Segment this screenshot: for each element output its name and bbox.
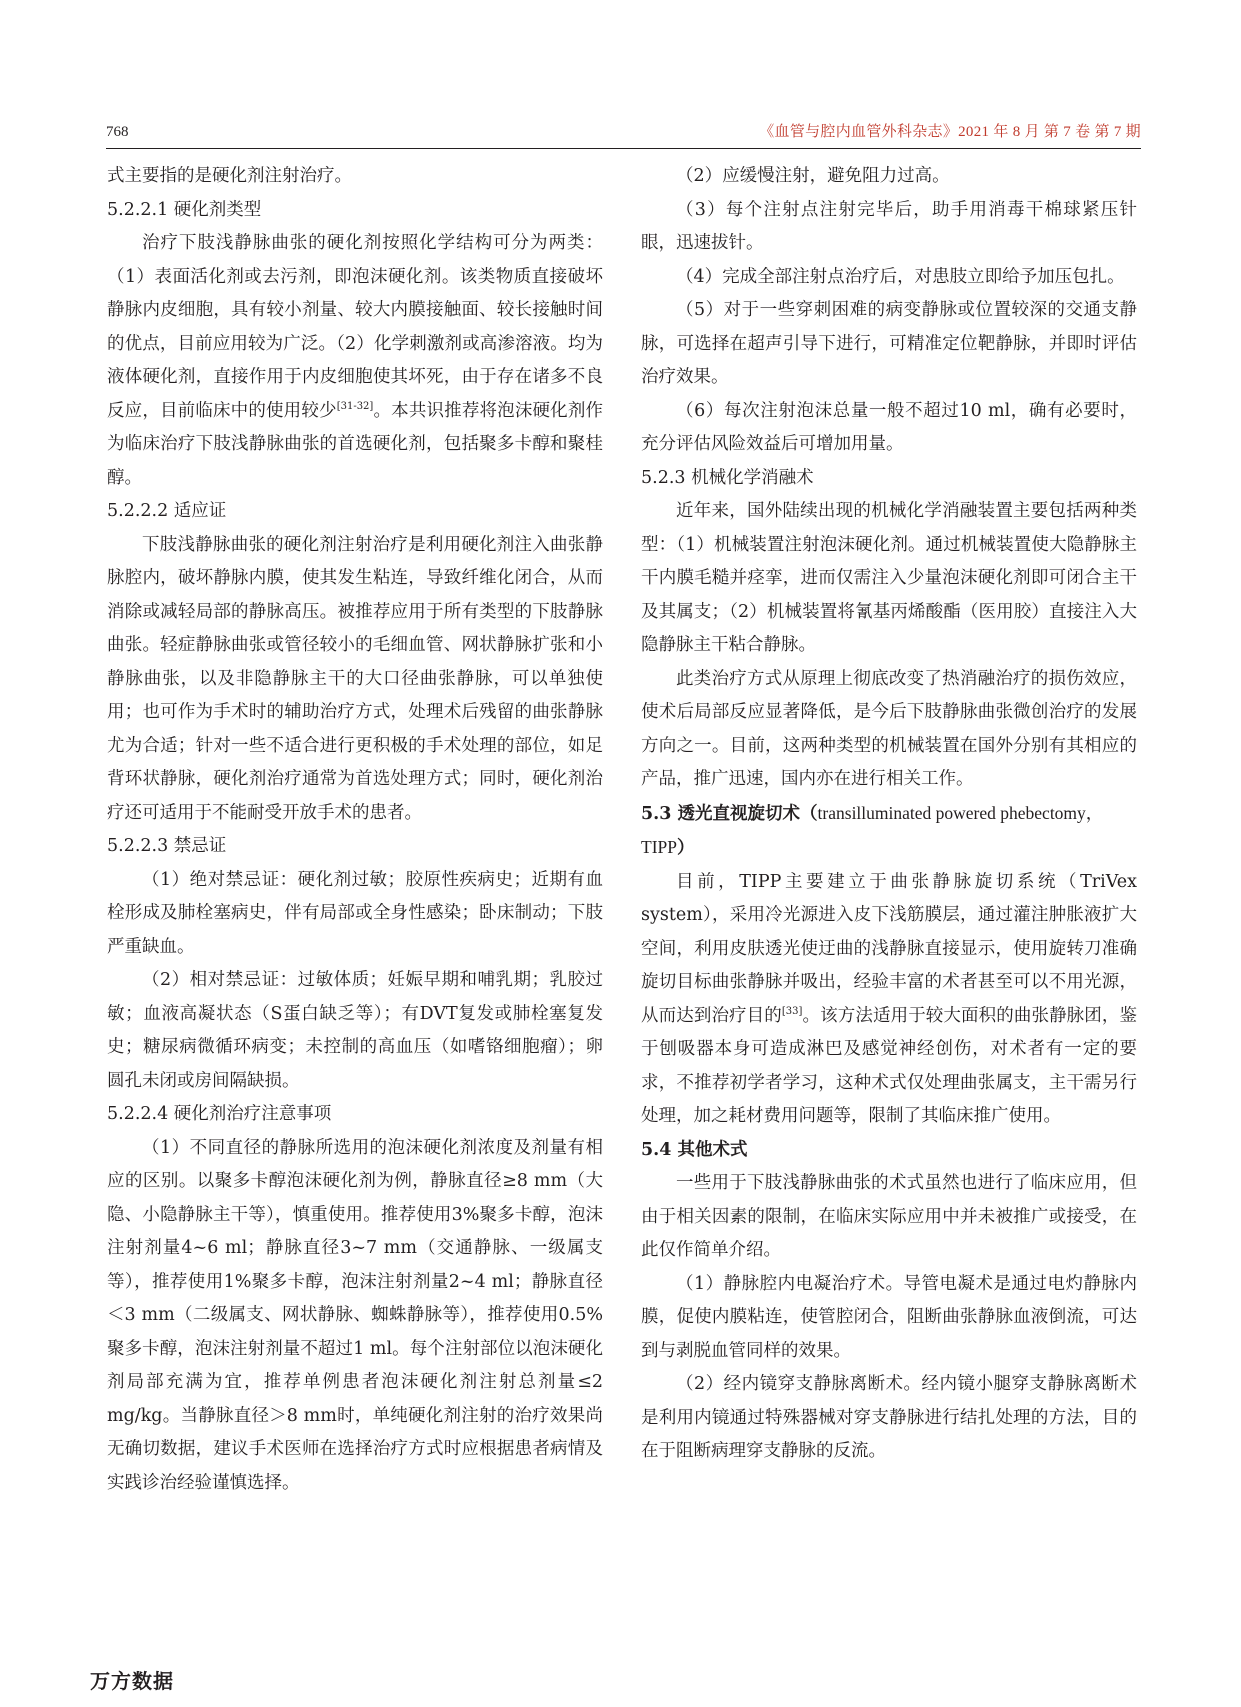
paragraph-endoscopic-perforator: （2）经内镜穿支静脉离断术。经内镜小腿穿支静脉离断术是利用内镜通过特殊器械对穿支静脉进行结扎处理的方法，目的在于阻断病理穿支静脉的反流。 (641, 1374, 1137, 1461)
running-head (106, 118, 1141, 148)
section-heading-english: transilluminated powered phebectomy，TIPP (641, 802, 1104, 857)
subsection-heading-indications: 5.2.2.2 适应证 (107, 501, 227, 521)
page-number: 768 (106, 124, 129, 140)
left-column (107, 160, 603, 1500)
subsection-heading-precautions: 5.2.2.4 硬化剂治疗注意事项 (107, 1104, 332, 1124)
paragraph-precaution-5: （5）对于一些穿刺困难的病变静脉或位置较深的交通支静脉，可选择在超声引导下进行，可精准定位靶静脉，并即时评估治疗效果。 (641, 300, 1137, 387)
subsection-heading-sclerosant-types: 5.2.2.1 硬化剂类型 (107, 199, 262, 220)
citation-ref[interactable]: [31-32] (336, 400, 374, 412)
section-heading-text: ） (676, 838, 695, 858)
paragraph-text: 目前，TIPP主要建立于曲张静脉旋切系统（TriVex system），采用冷光源进入皮下浅筋膜层，通过灌注肿胀液扩大空间，利用皮肤透光使迂曲的浅静脉直接显示，使用旋转刀准确旋切目标曲张静脉并吸出，经验丰富的术者甚至可以不用光源，从而达到治疗目的 (641, 871, 1137, 1026)
wanfang-watermark: 万方数据 (90, 1669, 174, 1693)
paragraph-absolute-contraindications: （1）绝对禁忌证：硬化剂过敏；胶原性疾病史；近期有血栓形成及肺栓塞病史，伴有局部或全身性感染；卧床制动；下肢严重缺血。 (107, 869, 603, 957)
subsection-heading-contraindications: 5.2.2.3 禁忌证 (107, 836, 227, 856)
paragraph-relative-contraindications: （2）相对禁忌证：过敏体质；妊娠早期和哺乳期；乳胶过敏；血液高凝状态（S蛋白缺乏等）；有DVT复发或肺栓塞复发史；糖尿病微循环病变；未控制的高血压（如嗜铬细胞瘤）；卵圆孔未闭或房间隔缺损。 (107, 970, 603, 1091)
paragraph-continuation: 式主要指的是硬化剂注射治疗。 (107, 166, 352, 186)
citation-ref[interactable]: [33] (781, 1005, 803, 1017)
paragraph-mechanochemical-outlook: 此类治疗方式从原理上彻底改变了热消融治疗的损伤效应，使术后局部反应显著降低，是今后下肢静脉曲张微创治疗的发展方向之一。目前，这两种类型的机械装置在国外分别有其相应的产品，推广迅速，国内亦在进行相关工作。 (641, 668, 1137, 789)
paragraph-precaution-2: （2）应缓慢注射，避免阻力过高。 (676, 166, 950, 186)
paragraph-precaution-3: （3）每个注射点注射完毕后，助手用消毒干棉球紧压针眼，迅速拔针。 (641, 199, 1137, 253)
paragraph-tipp (641, 866, 1137, 1134)
paragraph-electrocoagulation: （1）静脉腔内电凝治疗术。导管电凝术是通过电灼静脉内膜，促使内膜粘连，使管腔闭合，阻断曲张静脉血液倒流，可达到与剥脱血管同样的效果。 (641, 1273, 1137, 1361)
subsection-heading-mechanochemical: 5.2.3 机械化学消融术 (641, 467, 814, 488)
header-rule (106, 148, 1141, 149)
paragraph-mechanochemical-types: 近年来，国外陆续出现的机械化学消融装置主要包括两种类型：（1）机械装置注射泡沫硬化剂。通过机械装置使大隐静脉主干内膜毛糙并痉挛，进而仅需注入少量泡沫硬化剂即可闭合主干及其属支；（2）机械装置将氰基丙烯酸酯（医用胶）直接注入大隐静脉主干粘合静脉。 (641, 501, 1137, 655)
section-heading-other-techniques: 5.4 其他术式 (641, 1139, 748, 1160)
paragraph-other-techniques-intro: 一些用于下肢浅静脉曲张的术式虽然也进行了临床应用，但由于相关因素的限制，在临床实际应用中并未被推广或接受，在此仅作简单介绍。 (641, 1173, 1137, 1260)
section-heading-tipp (641, 797, 1137, 866)
journal-citation: 《血管与腔内血管外科杂志》2021 年 8 月 第 7 卷 第 7 期 (759, 124, 1141, 140)
paragraph-precaution-4: （4）完成全部注射点治疗后，对患肢立即给予加压包扎。 (676, 266, 1125, 287)
paragraph-text: 。该方法适用于较大面积的曲张静脉团，鉴于刨吸器本身可造成淋巴及感觉神经创伤，对术者有一定的要求，不推荐初学者学习，这种术式仅处理曲张属支，主干需另行处理，加之耗材费用问题等，限制了其临床推广使用。 (641, 1005, 1138, 1126)
paragraph-precaution-6: （6）每次注射泡沫总量一般不超过10 ml，确有必要时，充分评估风险效益后可增加用量。 (641, 400, 1137, 454)
paragraph-text: 。本共识推荐将泡沫硬化剂作为临床治疗下肢浅静脉曲张的首选硬化剂，包括聚多卡醇和聚桂醇。 (107, 400, 604, 488)
paragraph-precautions-dose: （1）不同直径的静脉所选用的泡沫硬化剂浓度及剂量有相应的区别。以聚多卡醇泡沫硬化剂为例，静脉直径≥8 mm（大隐、小隐静脉主干等），慎重使用。推荐使用3%聚多卡醇，泡沫注射剂量4~6 ml；静脉直径3~7 mm（交通静脉、一级属支等），推荐使用1%聚多卡醇，泡沫注射剂量2~4 ml；静脉直径＜3 mm（二级属支、网状静脉、蜘蛛静脉等），推荐使用0.5%聚多卡醇，泡沫注射剂量不超过1 ml。每个注射部位以泡沫硬化剂局部充满为宜，推荐单例患者泡沫硬化剂注射总剂量≤2 mg/kg。当静脉直径＞8 mm时，单纯硬化剂注射的治疗效果尚无确切数据，建议手术医师在选择治疗方式时应根据患者病情及实践诊治经验谨慎选择。 (107, 1137, 603, 1493)
section-heading-text: 5.3 透光直视旋切术（ (641, 803, 818, 824)
paragraph-text: 治疗下肢浅静脉曲张的硬化剂按照化学结构可分为两类：（1）表面活化剂或去污剂，即泡沫硬化剂。该类物质直接破坏静脉内皮细胞，具有较小剂量、较大内膜接触面、较长接触时间的优点，目前应用较为广泛。（2）化学刺激剂或高渗溶液。均为液体硬化剂，直接作用于内皮细胞使其坏死，由于存在诸多不良反应，目前临床中的使用较少 (107, 233, 603, 421)
paragraph-indications: 下肢浅静脉曲张的硬化剂注射治疗是利用硬化剂注入曲张静脉腔内，破坏静脉内膜，使其发生粘连，导致纤维化闭合，从而消除或减轻局部的静脉高压。被推荐应用于所有类型的下肢静脉曲张。轻症静脉曲张或管径较小的毛细血管、网状静脉扩张和小静脉曲张，以及非隐静脉主干的大口径曲张静脉，可以单独使用；也可作为手术时的辅助治疗方式，处理术后残留的曲张静脉尤为合适；针对一些不适合进行更积极的手术处理的部位，如足背环状静脉，硬化剂治疗通常为首选处理方式；同时，硬化剂治疗还可适用于不能耐受开放手术的患者。 (107, 534, 603, 823)
right-column (641, 160, 1137, 1469)
paragraph-sclerosant-types (107, 227, 603, 495)
